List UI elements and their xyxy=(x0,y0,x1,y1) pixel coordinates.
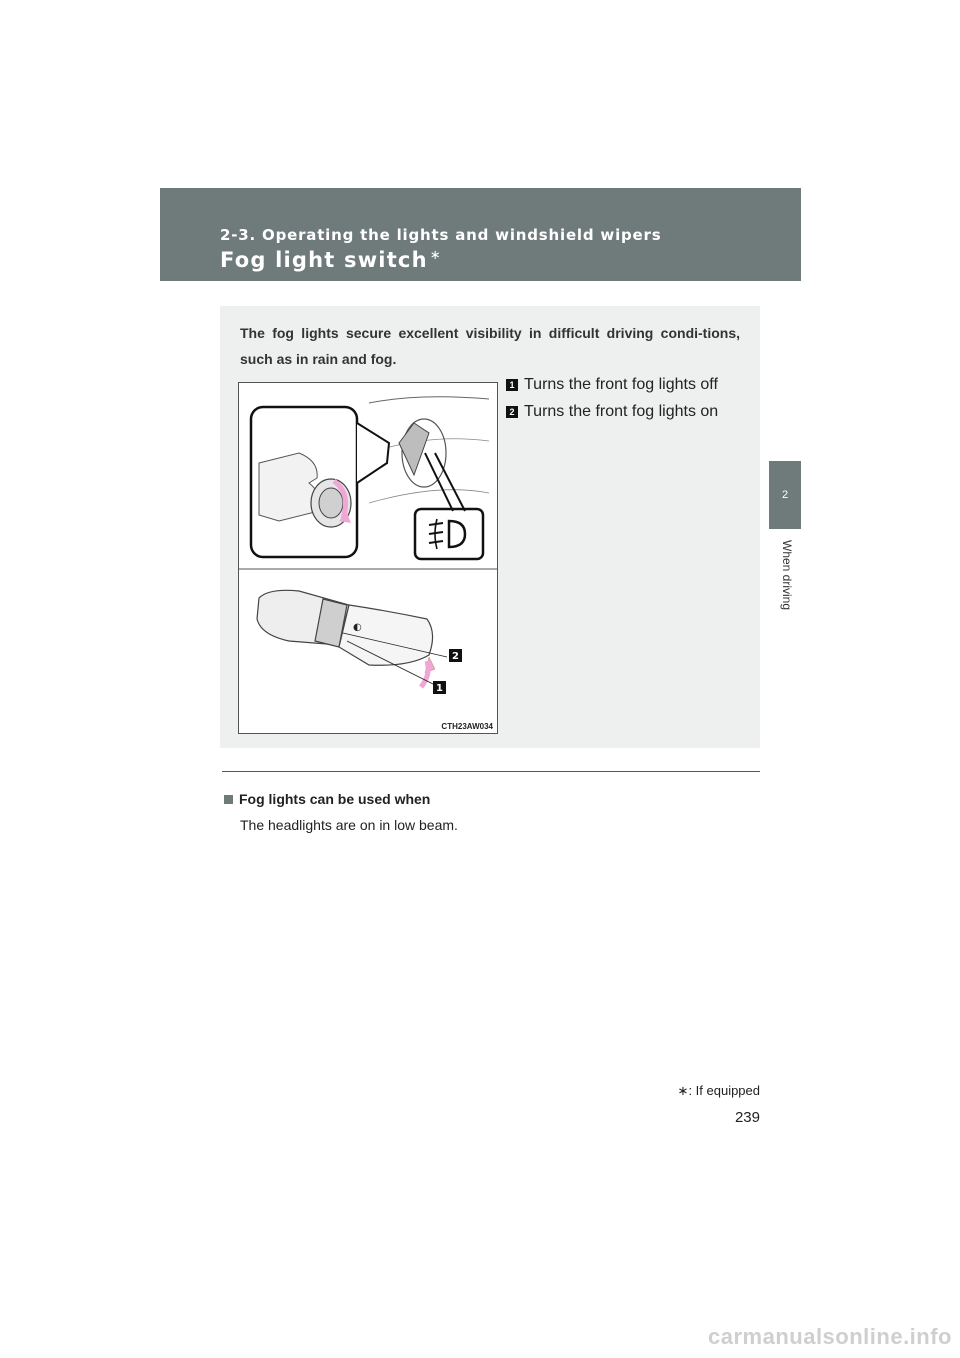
step-number-1: 1 xyxy=(506,379,518,391)
intro-box xyxy=(220,306,760,748)
fog-light-illustration xyxy=(238,382,498,734)
callout-1-label: 1 xyxy=(436,683,443,694)
chapter-label: When driving xyxy=(780,540,794,611)
figure-code: CTH23AW034 xyxy=(441,722,493,731)
square-bullet-icon xyxy=(224,795,233,804)
chapter-tab: 2 xyxy=(769,461,801,529)
watermark: carmanualsonline.info xyxy=(708,1324,952,1349)
callout-2-label: 2 xyxy=(452,651,459,662)
page-title-text: Fog light switch xyxy=(220,248,428,272)
illustration-svg xyxy=(239,383,497,733)
step-text-1: Turns the front fog lights off xyxy=(524,376,718,393)
intro-text: The fog lights secure excellent visibility in difficult driving condi-tions, such as in rain and fog. xyxy=(240,325,740,367)
divider xyxy=(222,771,760,772)
note-title xyxy=(224,791,430,807)
svg-text:◐: ◐ xyxy=(353,622,362,633)
note-body: The headlights are on in low beam. xyxy=(240,817,458,833)
section-label: 2-3. Operating the lights and windshield wipers xyxy=(220,226,662,244)
step-number-2: 2 xyxy=(506,406,518,418)
step-text-2: Turns the front fog lights on xyxy=(524,403,719,420)
header-bar xyxy=(160,188,801,281)
note-title-text: Fog lights can be used when xyxy=(239,791,431,807)
page-number: 239 xyxy=(734,1109,760,1126)
step-item-1 xyxy=(506,376,718,394)
step-item-2 xyxy=(506,403,718,421)
if-equipped-mark: ∗ xyxy=(429,248,442,263)
page-title xyxy=(220,248,442,272)
footnote: ∗: If equipped xyxy=(677,1083,760,1098)
